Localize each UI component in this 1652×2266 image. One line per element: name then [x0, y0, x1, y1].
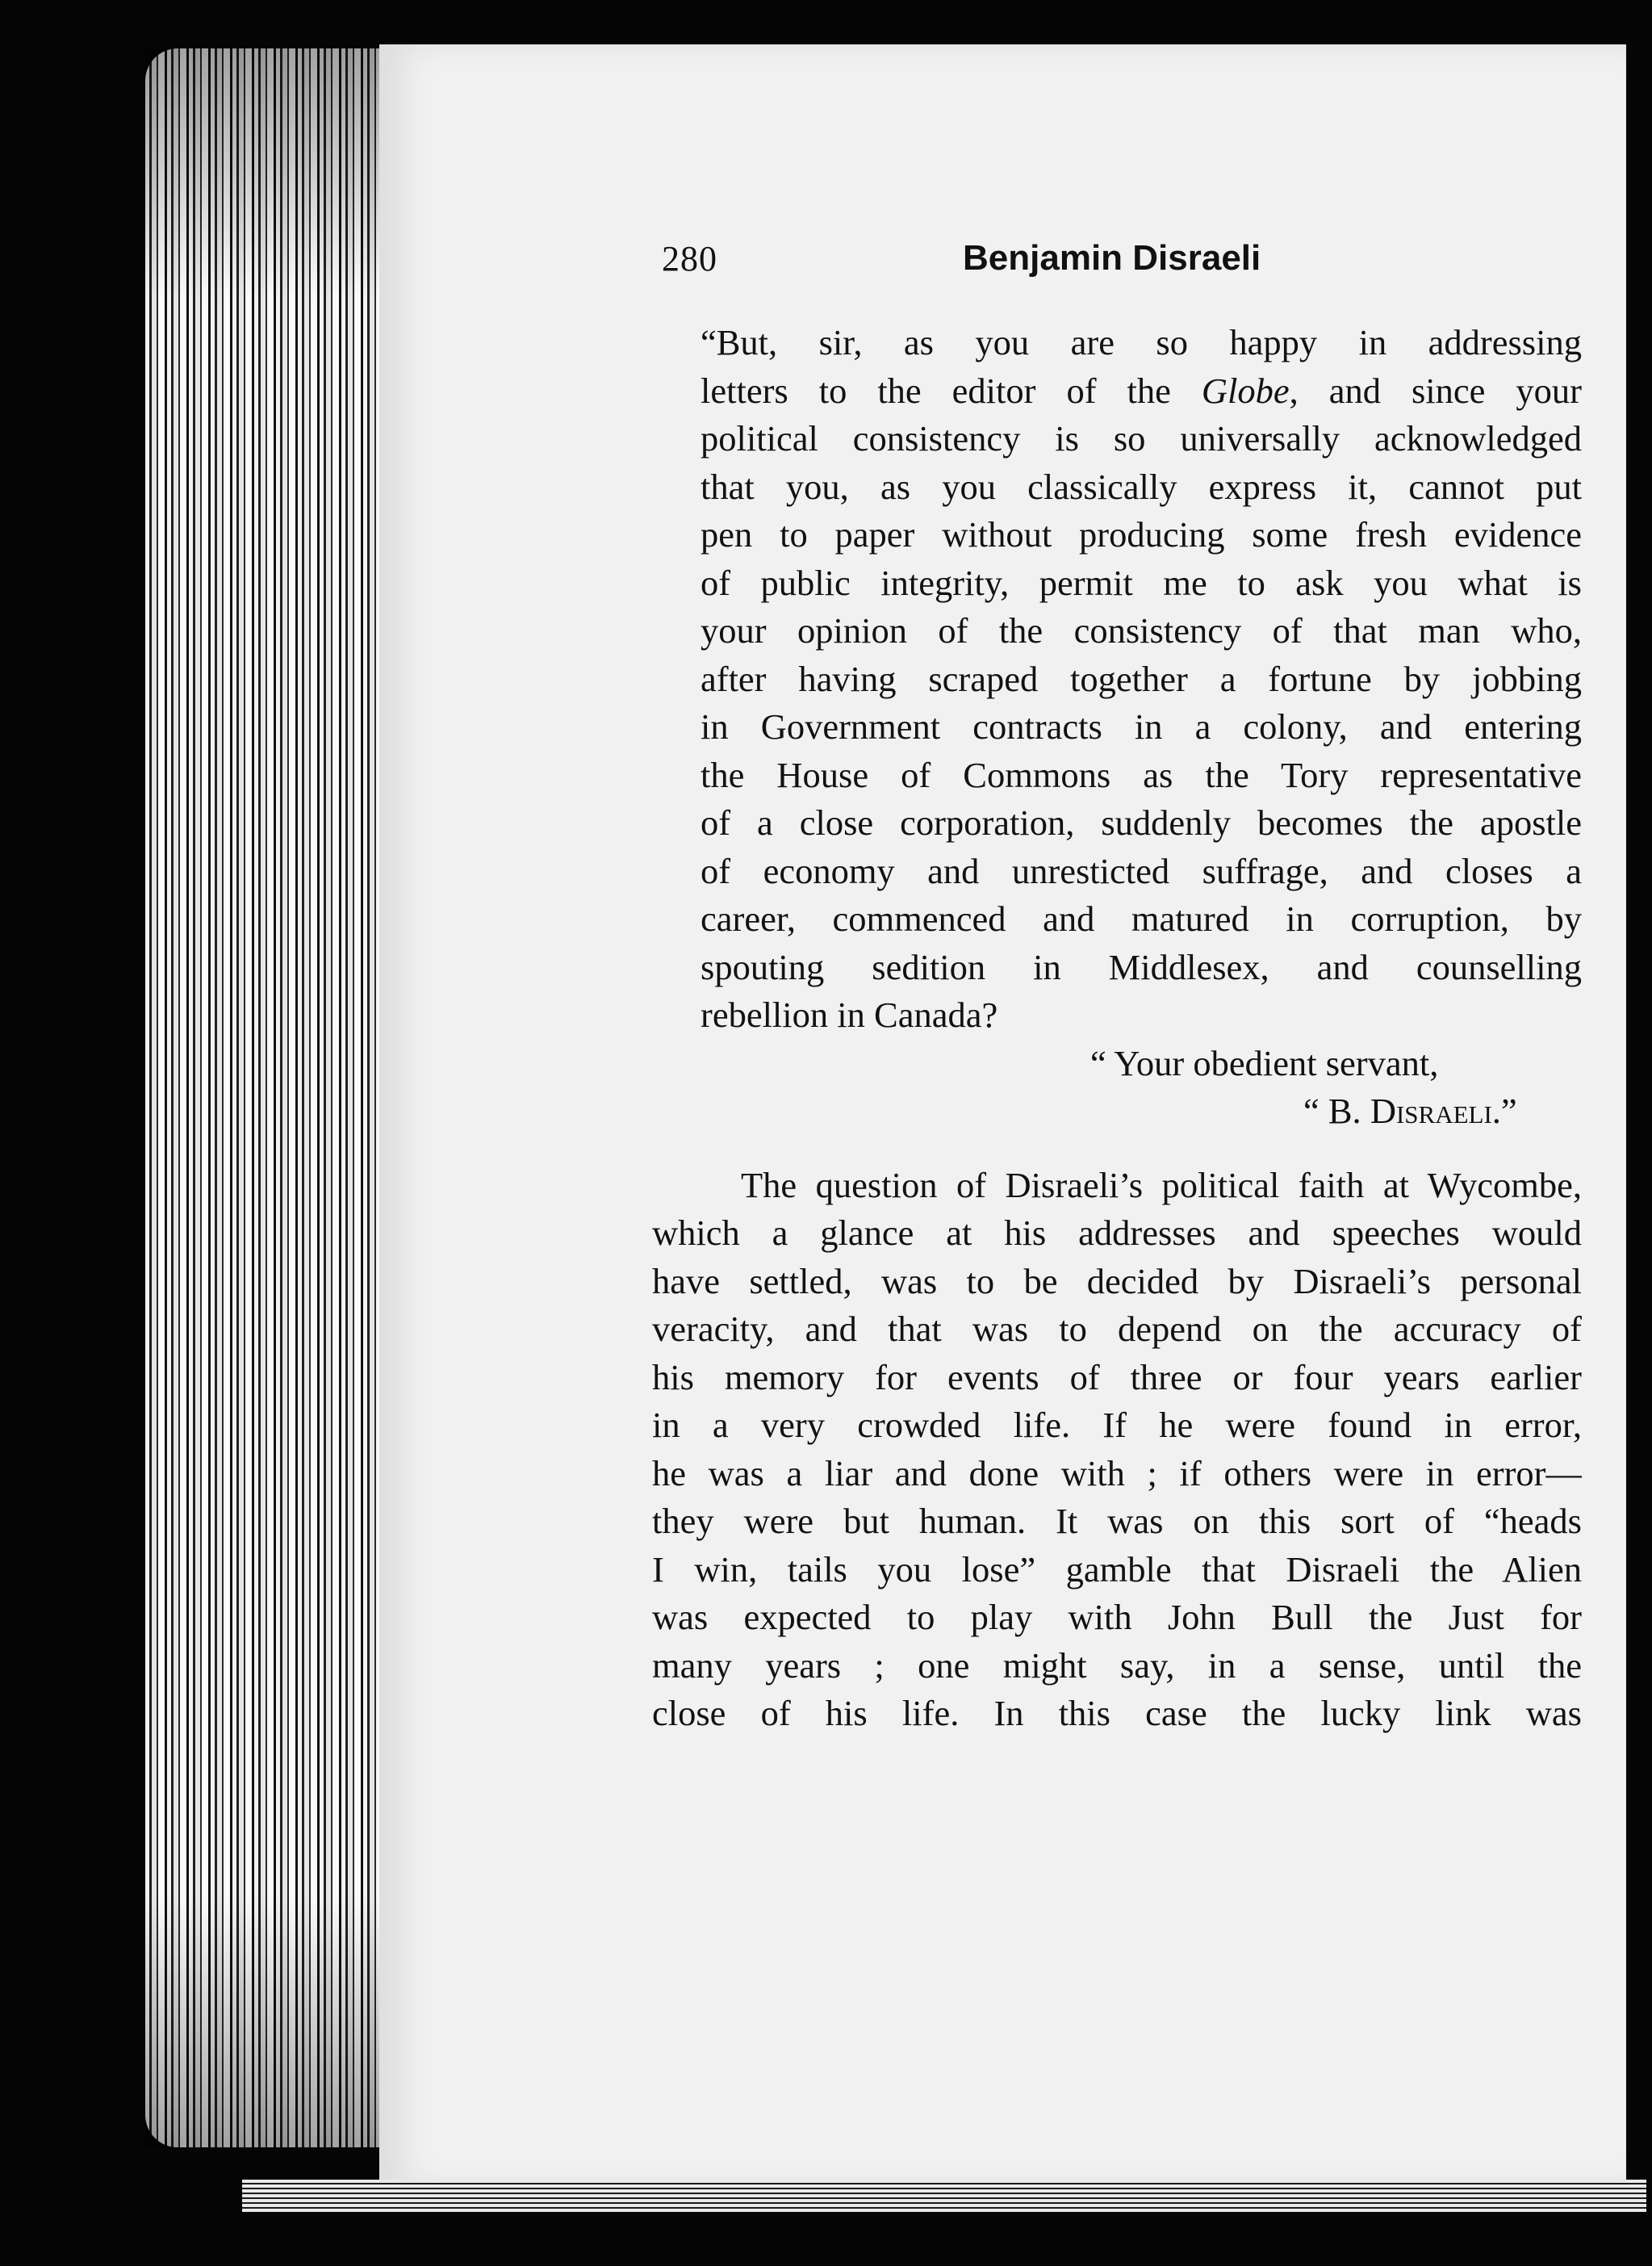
text-line: in Government contracts in a colony, and entering [701, 706, 1582, 747]
newspaper-title: Globe [1201, 370, 1290, 411]
text-line: of a close corporation, suddenly becomes the apostle [701, 802, 1582, 843]
letter-signoff [701, 1040, 1582, 1136]
text-line: pen to paper without producing some fresh evidence [701, 514, 1582, 555]
text-line: career, commenced and matured in corruption, by [701, 898, 1582, 939]
text-line: have settled, was to be decided by Disraeli’s personal [652, 1260, 1582, 1301]
bottom-page-edge [242, 2180, 1646, 2212]
text-line: which a glance at his addresses and speeches would [652, 1213, 1582, 1253]
running-head [662, 238, 1307, 295]
text-line: spouting sedition in Middlesex, and counselling [701, 946, 1582, 987]
text-line: in a very crowded life. If he were found in error, [652, 1405, 1582, 1445]
text-line: after having scraped together a fortune by jobbing [701, 658, 1582, 699]
page-number: 280 [662, 239, 717, 279]
body-paragraph [652, 1162, 1582, 1738]
text-line: your opinion of the consistency of that man who, [701, 610, 1582, 651]
text-line: the House of Commons as the Tory representative [701, 754, 1582, 795]
text-line: that you, as you classically express it, cannot put [701, 466, 1582, 507]
text-line: The question of Disraeli’s political faith at Wycombe, [741, 1164, 1582, 1205]
text-line: political consistency is so universally acknowledged [701, 418, 1582, 459]
text-line: letters to the editor of the Globe, and since your [701, 370, 1582, 411]
letter-quote [701, 319, 1582, 1040]
text-line: he was a liar and done with ; if others were in error— [652, 1452, 1582, 1493]
text-line: I win, tails you lose” gamble that Disraeli the Alien [652, 1548, 1582, 1590]
text-line: rebellion in Canada? [701, 995, 998, 1035]
text-line: many years ; one might say, in a sense, until the [652, 1644, 1582, 1686]
text-line: close of his life. In this case the lucky link was [652, 1693, 1582, 1733]
book-title: Benjamin Disraeli [963, 238, 1261, 278]
page-edges [145, 48, 412, 2147]
text-line: they were but human. It was on this sort of “heads [652, 1501, 1582, 1541]
text-line: was expected to play with John Bull the Just for [652, 1597, 1582, 1637]
letter-closing: “ Your obedient servant, [1090, 1042, 1439, 1083]
body-text [652, 319, 1582, 1738]
text-line: his memory for events of three or four years earlier [652, 1356, 1582, 1397]
letter-signature: “ B. Disraeli.” [1303, 1091, 1517, 1131]
text-line: of economy and unresticted suffrage, and closes a [701, 850, 1582, 891]
text-line: veracity, and that was to depend on the accuracy of [652, 1309, 1582, 1349]
text-line: “But, sir, as you are so happy in addressing [701, 322, 1582, 362]
text-line: of public integrity, permit me to ask you what is [701, 562, 1582, 603]
